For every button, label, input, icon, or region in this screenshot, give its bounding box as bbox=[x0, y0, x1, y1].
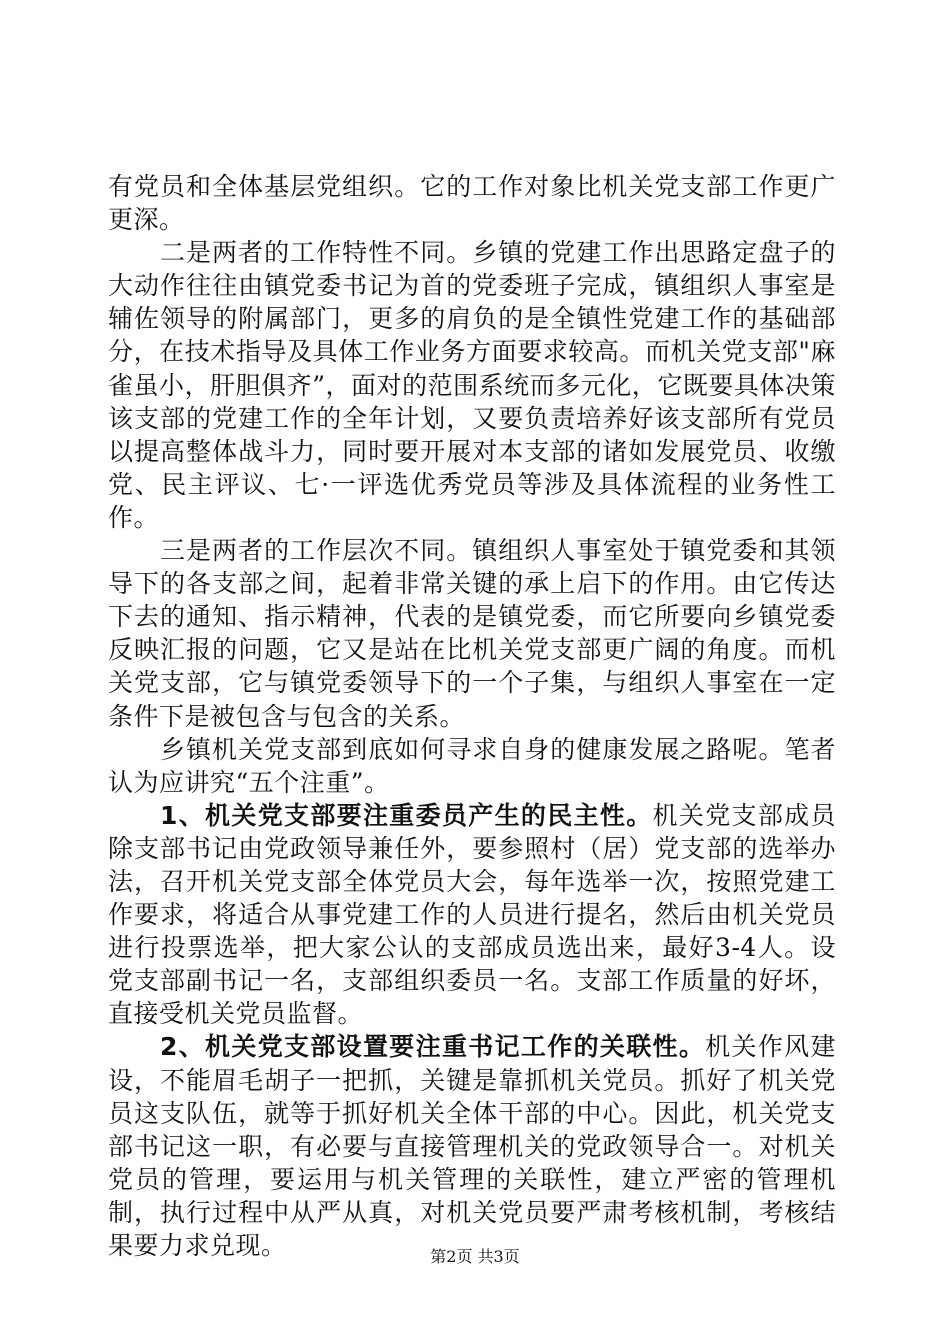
paragraph: 三是两者的工作层次不同。镇组织人事室处于镇党委和其领导下的各支部之间，起着非常关键的承上启下的作用。由它传达下去的通知、指示精神，代表的是镇党委，而它所要向乡镇党委反映汇报的问题，它又是站在比机关党支部更广阔的角度。而机关党支部，它与镇党委领导下的一个子集，与组织人事室在一定条件下是被包含与包含的关系。 bbox=[108, 536, 836, 731]
item-heading: 1、机关党支部要注重委员产生的民主性。 bbox=[160, 800, 653, 830]
paragraph: 二是两者的工作特性不同。乡镇的党建工作出思路定盘子的大动作往往由镇党委书记为首的党委班子完成，镇组织人事室是辅佐领导的附属部门，更多的肩负的是全镇性党建工作的基础部分，在技术指导及具体工作业务方面要求较高。而机关党支部"麻雀虽小，肝胆俱齐”，面对的范围系统而多元化，它既要具体决策该支部的党建工作的全年计划，又要负责培养好该支部所有党员以提高整体战斗力，同时要开展对本支部的诸如发展党员、收缴党、民主评议、七·一评选优秀党员等涉及具体流程的业务性工作。 bbox=[108, 238, 836, 532]
page-number-footer: 第2页 共3页 bbox=[430, 1247, 520, 1266]
item-text: 机关党支部成员除支部书记由党政领导兼任外，要参照村（居）党支部的选举办法，召开机关党支部全体党员大会，每年选举一次，按照党建工作要求，将适合从事党建工作的人员进行提名，然后由机关党员进行投票选举，把大家公认的支部成员选出来，最好3-4人。设党支部副书记一名，支部组织委员一名。支部工作质量的好坏，直接受机关党员监督。 bbox=[108, 800, 836, 1029]
paragraph: 有党员和全体基层党组织。它的工作对象比机关党支部工作更广更深。 bbox=[108, 172, 836, 235]
paragraph: 乡镇机关党支部到底如何寻求自身的健康发展之路呢。笔者认为应讲究“五个注重”。 bbox=[108, 734, 836, 797]
numbered-item bbox=[108, 799, 836, 1031]
item-heading: 2、机关党支部设置要注重书记工作的关联性。 bbox=[160, 1032, 706, 1062]
item-text: 机关作风建设，不能眉毛胡子一把抓，关键是靠抓机关党员。抓好了机关党员这支队伍，就等于抓好机关全体干部的中心。因此，机关党支部书记这一职，有必要与直接管理机关的党政领导合一。对机关党员的管理，要运用与机关管理的关联性，建立严密的管理机制，执行过程中从严从真，对机关党员要严肃考核机制，考核结果要力求兑现。 bbox=[108, 1032, 836, 1260]
numbered-item bbox=[108, 1030, 836, 1262]
document-body bbox=[108, 170, 836, 1262]
